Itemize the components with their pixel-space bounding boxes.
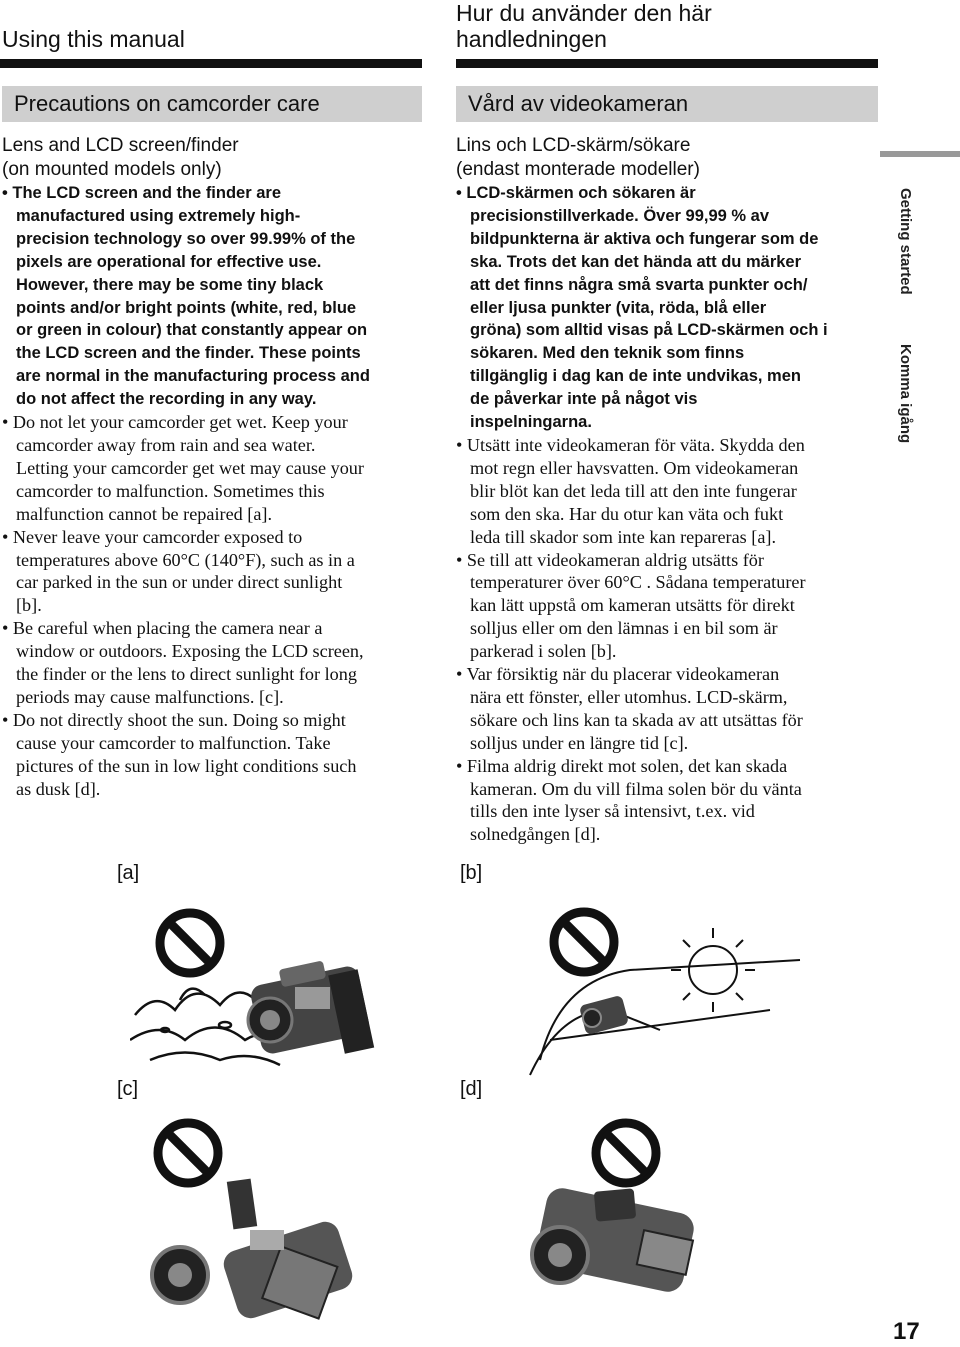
lcd-note-sv [456,182,880,434]
text-line: manufactured using extremely high- [16,206,301,225]
figure-b-illustration [520,900,880,1080]
column-en [2,134,432,800]
text-line: • Never leave your camcorder exposed to [2,526,303,547]
page-number: 17 [893,1318,920,1345]
subheading-en-line-1: Lens and LCD screen/finder [2,135,239,156]
sidebar-marker [880,151,960,157]
text-line: camcorder away from rain and sea water. [16,434,316,455]
text-line: Letting your camcorder get wet may cause your [16,457,364,478]
subheading-sv [456,134,880,182]
text-line: pixels are operational for effective use. [16,252,322,271]
text-line: • LCD-skärmen och sökaren är [456,184,696,202]
text-line: • Do not directly shoot the sun. Doing so might [2,709,346,730]
camcorder-side-illustration [532,1185,697,1294]
text-line: • Be careful when placing the camera near a [2,618,323,639]
header-rule-en [0,59,422,68]
text-line: ska. Trots det kan det hända att du märker [470,252,802,271]
text-line: or green in colour) that constantly appear on [16,321,368,340]
camcorder-in-car-sun-illustration [579,995,629,1035]
sun-icon [671,928,755,1012]
text-line: solnedgången [d]. [470,824,601,845]
text-line: do not affect the recording in any way. [16,390,317,409]
text-line: att det finns några små svarta punkter och/ [470,275,808,294]
text-line: bildpunkterna är aktiva och fungerar som de [470,229,819,248]
text-line: de påverkar inte på något vis [470,390,698,409]
text-line: blir blöt kan det leda till att den inte fungerar [470,480,797,501]
text-line: [b]. [16,595,42,616]
text-line: precisionstillverkade. Över 99,99 % av [470,206,770,225]
figure-c-illustration [150,1115,430,1330]
text-line: the LCD screen and the finder. These points [16,344,361,363]
figure-label-d: [d] [460,1078,483,1100]
text-line: tills den inte lyser så intensivt, t.ex. vid [470,801,755,822]
text-line: som den ska. Har du otur kan väta och fukt [470,503,784,524]
page-header-sv-line-2: handledningen [456,26,607,52]
text-line: However, there may be some tiny black [16,275,324,294]
text-line: camcorder to malfunction. Sometimes this [16,480,325,501]
text-line: as dusk [d]. [16,778,101,799]
text-line: • Filma aldrig direkt mot solen, det kan skada [456,755,788,776]
text-line: pictures of the sun in low light conditions such [16,755,357,776]
prohibition-icon [160,913,220,973]
text-line: sökare och lins kan ta skada av att utsättas för [470,709,803,730]
page-header-sv [456,0,712,52]
text-line: tillgänglig i dag kan de inte undvikas, men [470,367,801,386]
text-line: sökaren. Med den teknik som finns [470,344,745,363]
camcorder-open-lcd-illustration [152,1179,356,1322]
subheading-sv-line-1: Lins och LCD-skärm/sökare [456,135,691,156]
text-line: precision technology so over 99.99% of the [16,229,356,248]
section-title-en: Precautions on camcorder care [2,86,422,122]
header-rule-sv [456,59,878,68]
text-line: periods may cause malfunctions. [c]. [16,686,284,707]
figure-label-b: [b] [460,862,483,884]
text-line: • Se till att videokameran aldrig utsätts för [456,549,764,570]
subheading-en-line-2: (on mounted models only) [2,159,222,180]
column-sv [456,134,880,846]
text-line: cause your camcorder to malfunction. Take [16,732,331,753]
sidebar-label-en: Getting started [897,188,914,295]
text-line: are normal in the manufacturing process and [16,367,370,386]
text-line: malfunction cannot be repaired [a]. [16,503,273,524]
precautions-list-sv [456,434,880,846]
text-line: kameran. Om du vill filma solen bör du vänta [470,778,802,799]
text-line: the finder or the lens to direct sunlight for long [16,664,357,685]
text-line: car parked in the sun or under direct sunlight [16,572,343,593]
text-line: leda till skador som inte kan repareras [a]. [470,526,777,547]
section-title-sv: Vård av videokameran [456,86,878,122]
subheading-en [2,134,432,182]
text-line: kan lätt uppstå om kameran utsätts för direkt [470,595,795,616]
sidebar-label-sv: Komma igång [897,344,914,444]
camcorder-in-water-illustration [248,960,374,1055]
text-line: eller ljusa punkter (vita, röda, blå eller [470,298,767,317]
text-line: gröna) som alltid visas på LCD-skärmen och i [470,321,828,340]
figure-label-a: [a] [117,862,140,884]
figure-a-illustration [130,905,460,1080]
text-line: solljus under en längre tid [c]. [470,732,689,753]
text-line: • Var försiktig när du placerar videokameran [456,664,780,685]
text-line: temperaturer över 60°C . Sådana temperaturer [470,572,806,593]
text-line: nära ett fönster, eller utomhus. LCD-skärm, [470,686,788,707]
figure-label-c: [c] [117,1078,139,1100]
figure-d-illustration [520,1115,820,1330]
precautions-list-en [2,411,432,800]
prohibition-icon [158,1123,218,1183]
text-line: temperatures above 60°C (140°F), such as in a [16,549,355,570]
text-line: points and/or bright points (white, red, blue [16,298,357,317]
text-line: inspelningarna. [470,413,592,432]
subheading-sv-line-2: (endast monterade modeller) [456,159,700,180]
car-windshield-illustration [530,960,800,1075]
text-line: solljus eller om den lämnas i en bil som är [470,618,778,639]
text-line: • Do not let your camcorder get wet. Keep your [2,412,348,433]
prohibition-icon [596,1123,656,1183]
prohibition-icon [554,912,614,972]
page-header-en: Using this manual [2,26,185,52]
text-line: • Utsätt inte videokameran för väta. Skydda den [456,434,805,455]
page-header-sv-line-1: Hur du använder den här [456,0,712,26]
text-line: • The LCD screen and the finder are [2,184,282,202]
text-line: parkerad i solen [b]. [470,641,617,662]
text-line: mot regn eller havsvatten. Om videokameran [470,457,799,478]
lcd-note-en [2,182,432,411]
text-line: window or outdoors. Exposing the LCD screen, [16,641,364,662]
